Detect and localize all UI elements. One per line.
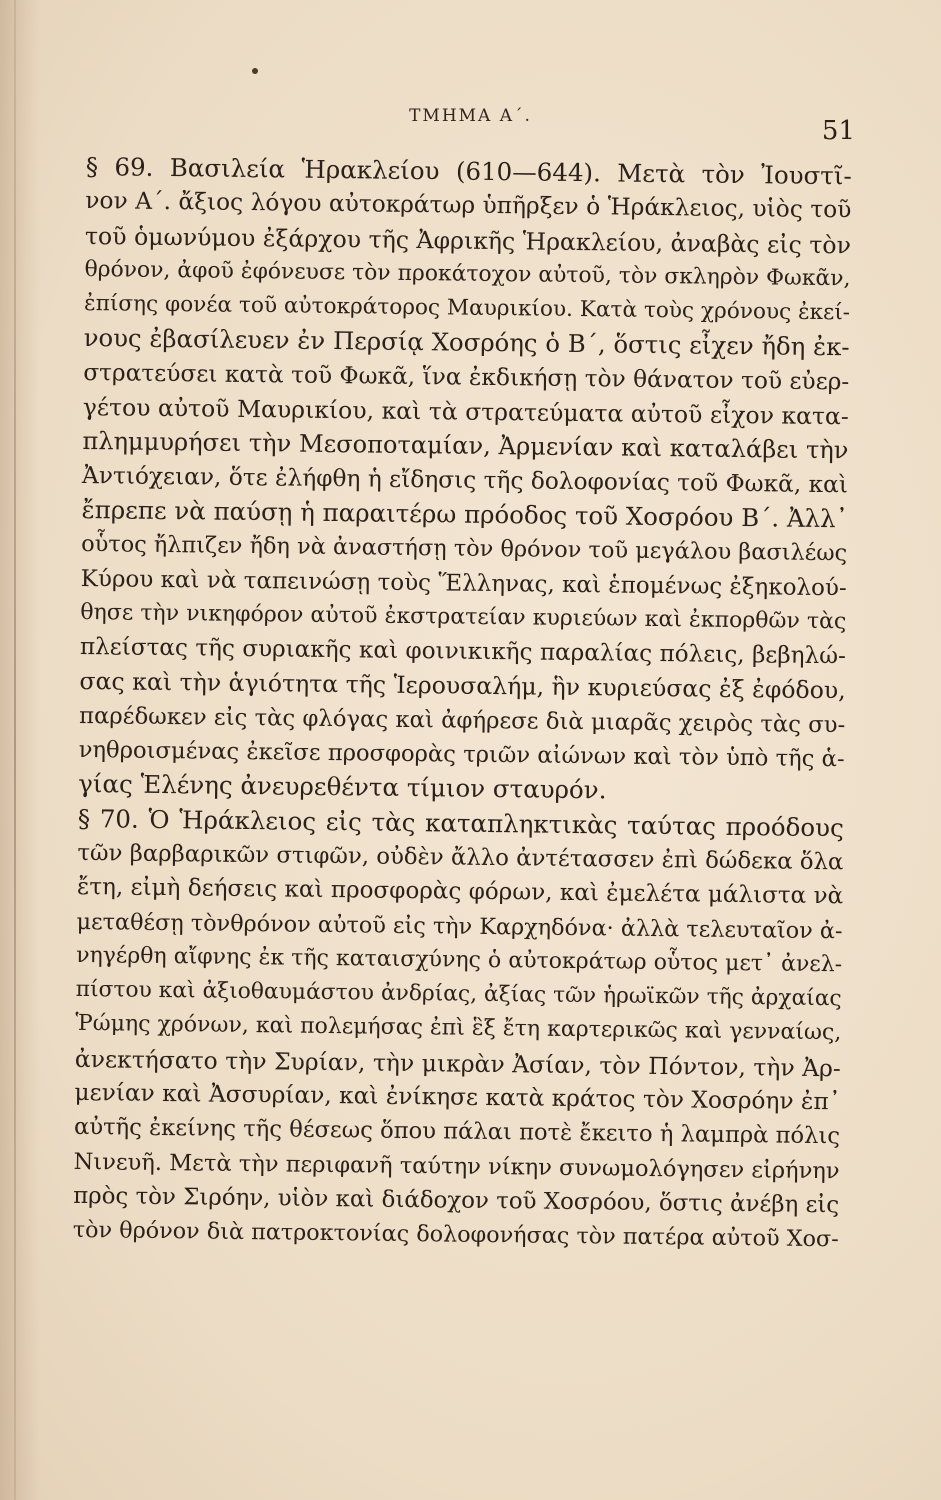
text-line: γέτου αὐτοῦ Μαυρικίου, καὶ τὰ στρατεύματα αὐτοῦ εἶχον κατα- (82, 393, 849, 431)
text-line: τοῦ ὁμωνύμου ἐξάρχου τῆς Ἀφρικῆς Ἡρακλείου, ἀναβὰς εἰς τὸν (84, 221, 852, 259)
running-head: ΤΜΗΜΑ Α΄. (409, 106, 532, 126)
text-line: θησε τὴν νικηφόρον αὐτοῦ ἐκστρατείαν κυριεύων καὶ ἐκπορθῶν τὰς (80, 599, 847, 635)
text-line: ἔπρεπε νὰ παύσῃ ἡ παραιτέρω πρόοδος τοῦ Χοσρόου Β΄. Ἀλλ᾽ (81, 494, 849, 534)
text-line: μενίαν καὶ Ἀσσυρίαν, καὶ ἐνίκησε κατὰ κράτος τὸν Χοσρόην ἐπ᾽ (74, 1078, 841, 1116)
text-line: Ἀντιόχειαν, ὅτε ἐλήφθη ἡ εἴδησις τῆς δολοφονίας τοῦ Φωκᾶ, καὶ (81, 461, 849, 499)
gutter-line (14, 0, 16, 1500)
text-line: § 70. Ὁ Ἡράκλειος εἰς τὰς καταπληκτικὰς ταύτας προόδους (77, 803, 844, 842)
binding-shadow (0, 0, 40, 1500)
text-line: νους ἐβασίλευεν ἐν Περσίᾳ Χοσρόης ὁ Β΄, ὅστις εἶχεν ἤδη ἐκ- (83, 323, 850, 362)
text-line: στρατεύσει κατὰ τοῦ Φωκᾶ, ἵνα ἐκδικήσῃ τὸν θάνατον τοῦ εὐερ- (83, 358, 850, 396)
text-line: τῶν βαρβαρικῶν στιφῶν, οὐδὲν ἄλλο ἀντέτασσεν ἐπὶ δώδεκα ὅλα (77, 839, 844, 876)
text-line: πρὸς τὸν Σιρόην, υἱὸν καὶ διάδοχον τοῦ Χοσρόου, ὅστις ἀνέβη εἰς (73, 1182, 840, 1219)
text-line: πλημμυρήσει τὴν Μεσοποταμίαν, Ἀρμενίαν καὶ καταλάβει τὴν (82, 427, 849, 465)
ink-dot (252, 68, 258, 74)
text-line: νον Α΄. ἄξιος λόγου αὐτοκράτωρ ὑπῆρξεν ὁ Ἡράκλειος, υἱὸς τοῦ (85, 187, 852, 224)
text-line: αὐτῆς ἐκείνης τῆς θέσεως ὅπου πάλαι ποτὲ ἔκειτο ἡ λαμπρὰ πόλις (73, 1114, 841, 1150)
text-line: Ῥώμης χρόνων, καὶ πολεμήσας ἐπὶ ἓξ ἔτη καρτερικῶς καὶ γενναίως, (75, 1011, 842, 1046)
text-line: Κύρου καὶ νὰ ταπεινώσῃ τοὺς Ἕλληνας, καὶ ἑπομένως ἐξηκολού- (80, 565, 847, 601)
text-line: ἐπίσης φονέα τοῦ αὐτοκράτορος Μαυρικίου. Κατὰ τοὺς χρόνους ἐκεί- (83, 291, 851, 326)
text-line: ἀνεκτήσατο τὴν Συρίαν, τὴν μικρὰν Ἀσίαν, τὸν Πόντον, τὴν Ἀρ- (74, 1044, 842, 1083)
text-line: Νινευῆ. Μετὰ τὴν περιφανῆ ταύτην νίκην συνωμολόγησεν εἰρήνην (73, 1148, 840, 1184)
text-line: οὗτος ἤλπιζεν ἤδη νὰ ἀναστήσῃ τὸν θρόνον τοῦ μεγάλου βασιλέως (81, 531, 848, 567)
text-line: πλείστας τῆς συριακῆς καὶ φοινικικῆς παραλίας πόλεις, βεβηλώ- (79, 634, 847, 670)
text-line: μεταθέσῃ τὸνθρόνον αὐτοῦ εἰς τὴν Καρχηδόνα· ἀλλὰ τελευταῖον ἀ- (76, 908, 843, 944)
text-line: γίας Ἑλένης ἀνευρεθέντα τίμιον σταυρόν. (78, 769, 607, 805)
text-line: σας καὶ τὴν ἁγιότητα τῆς Ἱερουσαλήμ, ἣν κυριεύσας ἐξ ἐφόδου, (79, 667, 846, 705)
text-line: ἔτη, εἰμὴ δεήσεις καὶ προσφορὰς φόρων, καὶ ἐμελέτα μάλιστα νὰ (76, 874, 844, 910)
text-line: θρόνον, ἀφοῦ ἐφόνευσε τὸν προκάτοχον αὐτοῦ, τὸν σκληρὸν Φωκᾶν, (84, 256, 851, 292)
text-line: νηθροισμένας ἐκεῖσε προσφορὰς τριῶν αἰώνων καὶ τὸν ὑπὸ τῆς ἁ- (78, 737, 845, 773)
page-number: 51 (821, 116, 855, 146)
body-text (73, 150, 852, 1257)
text-line: πίστου καὶ ἀξιοθαυμάστου ἀνδρίας, ἀξίας τῶν ἡρωϊκῶν τῆς ἀρχαίας (75, 977, 842, 1012)
text-line: νηγέρθη αἴφνης ἐκ τῆς καταισχύνης ὁ αὐτοκράτωρ οὗτος μετ᾽ ἀνελ- (76, 942, 843, 978)
text-line: § 69. Βασιλεία Ἡρακλείου (610—644). Μετὰ τὸν Ἰουστῖ- (85, 151, 852, 191)
text-line: παρέδωκεν εἰς τὰς φλόγας καὶ ἀφήρεσε διὰ μιαρᾶς χειρὸς τὰς συ- (78, 702, 846, 739)
text-line: τὸν θρόνον διὰ πατροκτονίας δολοφονήσας τὸν πατέρα αὐτοῦ Χοσ- (72, 1217, 839, 1253)
